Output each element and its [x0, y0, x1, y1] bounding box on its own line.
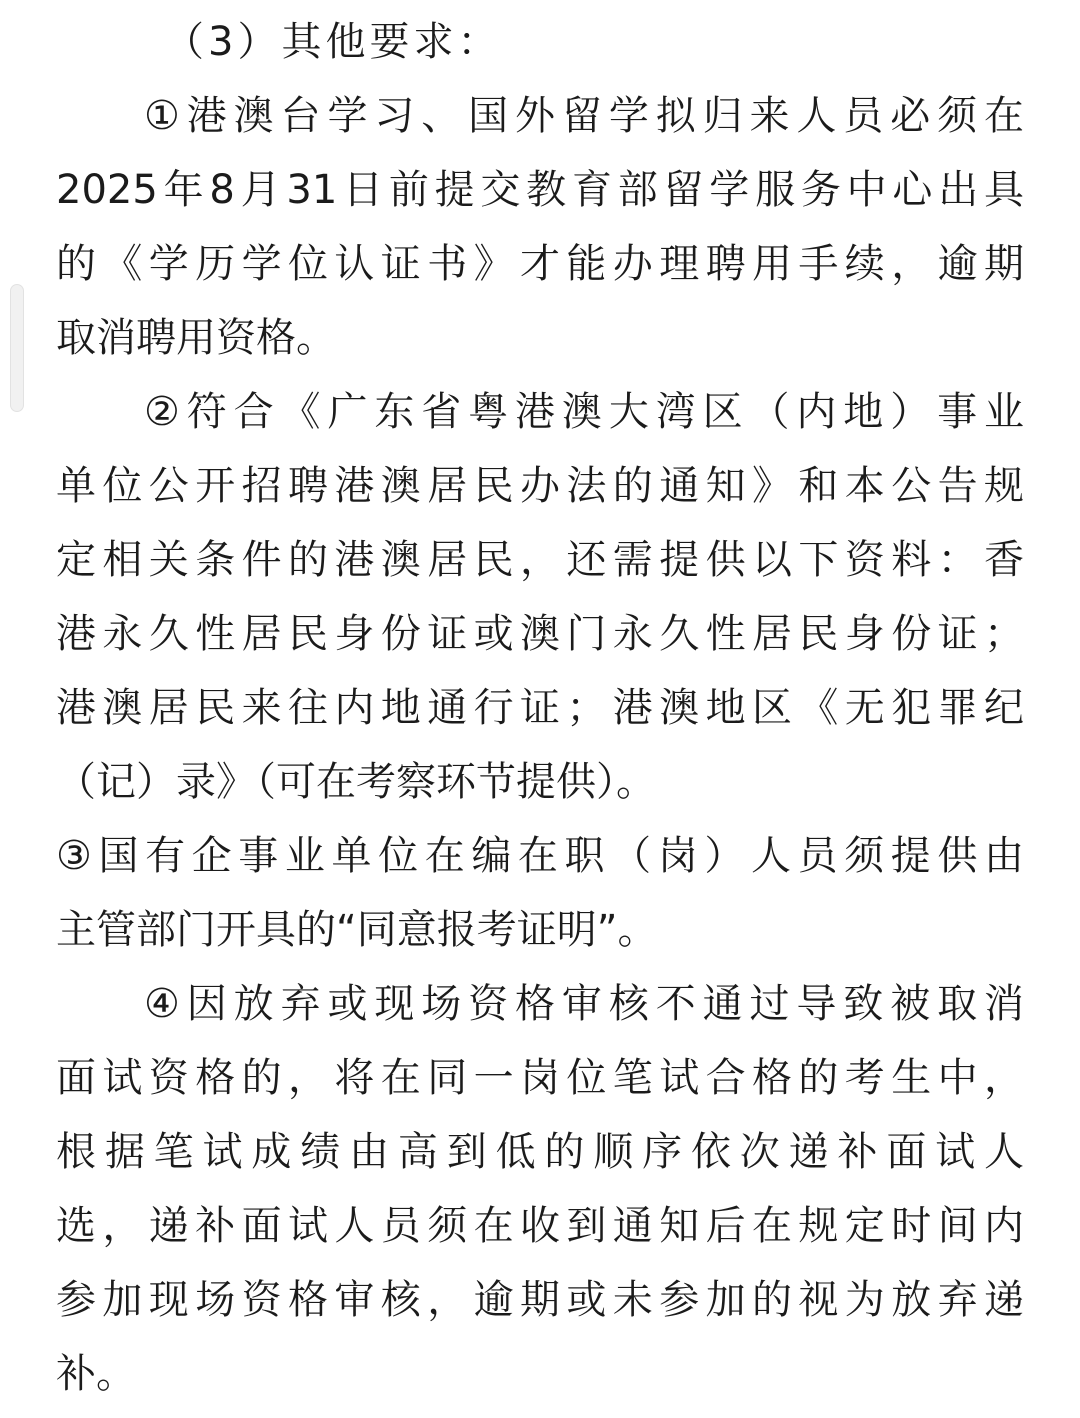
item-1-line-3: 的《学历学位认证书》才能办理聘用手续，逾期 [56, 241, 1024, 287]
item-3-line-1: ③国有企事业单位在编在职（岗）人员须提供由 [56, 833, 1024, 879]
item-2-line-2: 单位公开招聘港澳居民办法的通知》和本公告规 [56, 463, 1024, 509]
item-4-line-3: 根据笔试成绩由高到低的顺序依次递补面试人 [56, 1129, 1024, 1175]
item-2-line-5: 港澳居民来往内地通行证；港澳地区《无犯罪纪 [56, 685, 1024, 731]
item-4-line-6: 补。 [56, 1351, 136, 1397]
item-2-line-1: ②符合《广东省粤港澳大湾区（内地）事业 [144, 389, 1024, 435]
item-1-line-2: 2025年8月31日前提交教育部留学服务中心出具 [56, 167, 1024, 213]
item-4-line-4: 选，递补面试人员须在收到通知后在规定时间内 [56, 1203, 1024, 1249]
item-2-line-4: 港永久性居民身份证或澳门永久性居民身份证； [56, 611, 1024, 657]
item-2-line-6: （记）录》（可在考察环节提供）。 [56, 759, 656, 805]
item-1-line-1: ①港澳台学习、国外留学拟归来人员必须在 [144, 93, 1024, 139]
scroll-handle[interactable] [10, 284, 24, 412]
item-2-line-3: 定相关条件的港澳居民，还需提供以下资料：香 [56, 537, 1024, 583]
item-4-line-5: 参加现场资格审核，逾期或未参加的视为放弃递 [56, 1277, 1024, 1323]
item-1-line-4: 取消聘用资格。 [56, 315, 336, 361]
item-4-line-1: ④因放弃或现场资格审核不通过导致被取消 [144, 981, 1024, 1027]
item-4-line-2: 面试资格的，将在同一岗位笔试合格的考生中， [56, 1055, 1024, 1101]
section-heading: （3）其他要求： [164, 19, 502, 65]
item-3-line-2: 主管部门开具的“同意报考证明”。 [56, 907, 658, 953]
